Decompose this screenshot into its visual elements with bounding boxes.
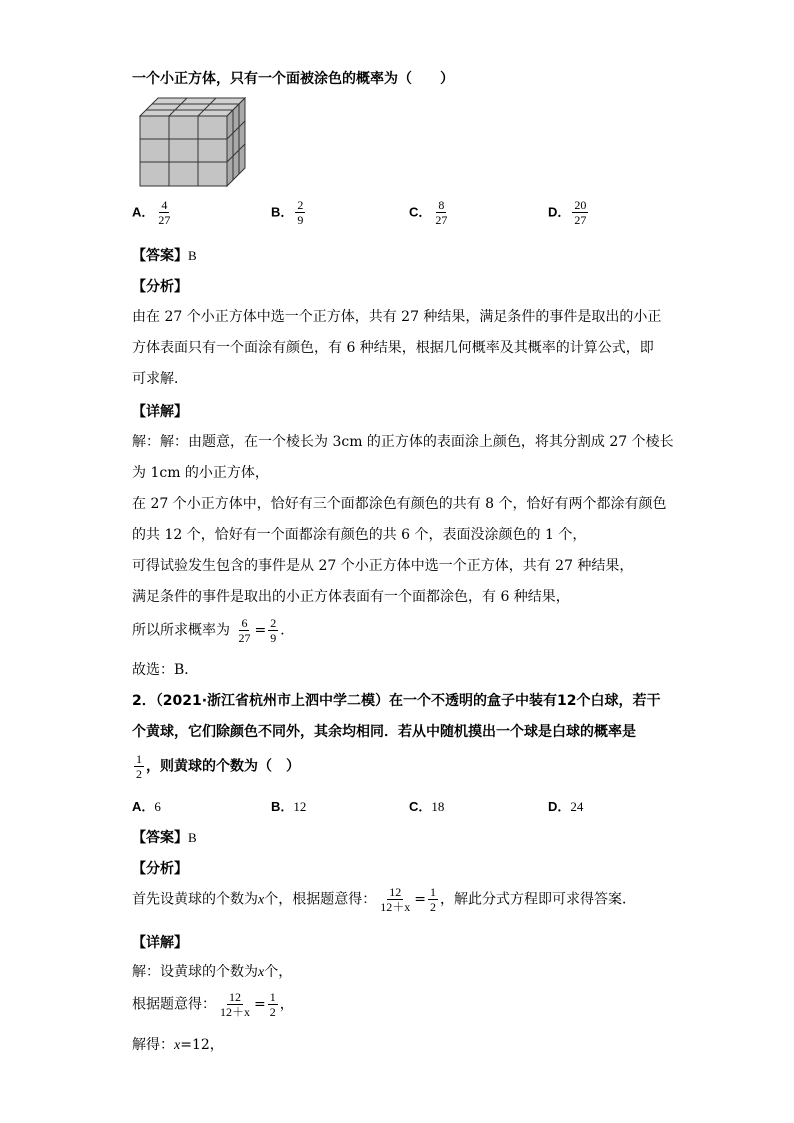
q2-option-c: C．18: [409, 799, 445, 814]
q2-detail-line: 解得：x=12，: [132, 1037, 224, 1053]
q1-analysis-line: 可求解．: [132, 371, 188, 387]
q1-detail-line: 解：解：由题意，在一个棱长为 3cm 的正方体的表面涂上颜色，将其分割成 27 个棱长: [132, 434, 674, 450]
q1-analysis-line: 由在 27 个小正方体中选一个正方体，共有 27 种结果，满足条件的事件是取出的小正: [132, 309, 662, 325]
q2-option-a: A．6: [132, 799, 161, 814]
q1-detail-line: 在 27 个小正方体中，恰好有三个面都涂色有颜色的共有 8 个，恰好有两个都涂有颜色: [132, 496, 667, 512]
q1-option-d: D． $\frac{20}{27}$: [548, 198, 587, 227]
q2-option-b: B．12: [271, 799, 307, 814]
cube-front-face: [140, 116, 227, 186]
q1-probability-line: 所以所求概率为 $\frac{6}{27}$ = $\frac{2}{9}$ ．: [132, 616, 295, 645]
q2-stem-line: 个黄球，它们除颜色不同外，其余均相同．若从中随机摸出一个球是白球的概率是: [132, 724, 636, 740]
q1-analysis-line: 方体表面只有一个面涂有颜色，有 6 种结果，根据几何概率及其概率的计算公式，即: [132, 340, 654, 356]
q1-detail-line: 的共 12 个，恰好有一个面都涂有颜色的共 6 个，表面没涂颜色的 1 个，: [132, 527, 587, 543]
q1-analysis-tag: 【分析】: [132, 279, 188, 295]
q1-detail-line: 满足条件的事件是取出的小正方体表面有一个面都涂色，有 6 种结果，: [132, 589, 570, 605]
cube-figure: [138, 96, 248, 188]
q1-conclusion: 故选：B．: [132, 662, 199, 678]
q1-detail-tag: 【详解】: [132, 404, 188, 420]
q1-question: 一个小正方体，只有一个面被涂色的概率为（ ）: [132, 71, 454, 87]
q2-option-d: D．24: [548, 799, 584, 814]
q1-option-a: A． $\frac{4}{27}$: [132, 198, 171, 227]
q2-detail-tag: 【详解】: [132, 935, 188, 951]
q1-option-c: C． $\frac{8}{27}$: [409, 198, 448, 227]
q1-detail-line: 为 1cm 的小正方体，: [132, 465, 269, 481]
q2-detail-line: 解：设黄球的个数为x个，: [132, 964, 293, 980]
q1-answer: 【答案】B: [132, 248, 197, 264]
q1-detail-line: 可得试验发生包含的事件是从 27 个小正方体中选一个正方体，共有 27 种结果，: [132, 558, 634, 574]
q2-analysis-tag: 【分析】: [132, 861, 188, 877]
q2-stem-line: 2．（2021·浙江省杭州市上泗中学二模）在一个不透明的盒子中装有12个白球，若干: [132, 693, 661, 709]
q2-stem-line: $\frac{1}{2}$ ，则黄球的个数为（ ）: [136, 752, 300, 781]
q2-answer: 【答案】B: [132, 830, 197, 846]
q1-option-b: B． $\frac{2}{9}$: [271, 198, 304, 227]
q2-analysis-line: 首先设黄球的个数为x个，根据题意得： $\frac{12}{12+x}$ = $\frac{1}{2}$ ，解此分式方程即可求得答案．: [132, 885, 636, 914]
q2-detail-line: 根据题意得： $\frac{12}{12+x}$ = $\frac{1}{2}$ ，: [132, 990, 294, 1019]
